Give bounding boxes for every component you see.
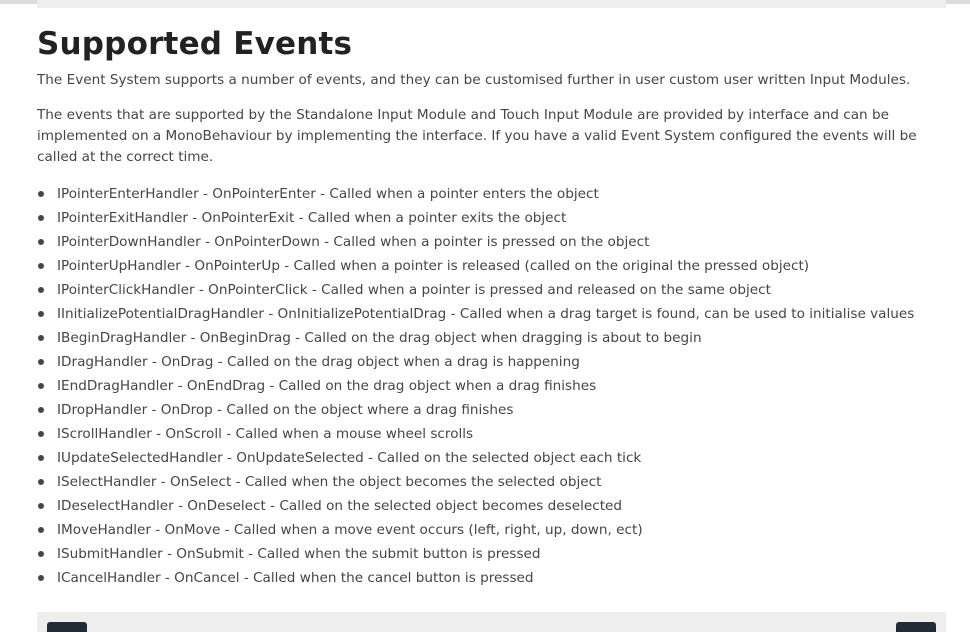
bullet-icon [38, 479, 44, 485]
previous-section-bar [37, 0, 946, 8]
event-description: IScrollHandler - OnScroll - Called when a mouse wheel scrolls [57, 426, 474, 442]
list-item [37, 494, 946, 518]
list-item [37, 230, 946, 254]
bullet-icon [38, 455, 44, 461]
bullet-icon [38, 215, 44, 221]
list-item [37, 350, 946, 374]
bullet-icon [38, 335, 44, 341]
list-item [37, 470, 946, 494]
event-description: IPointerEnterHandler - OnPointerEnter - Called when a pointer enters the object [57, 186, 599, 202]
list-item [37, 422, 946, 446]
event-description: IPointerExitHandler - OnPointerExit - Called when a pointer exits the object [57, 210, 567, 226]
event-description: ICancelHandler - OnCancel - Called when the cancel button is pressed [57, 570, 534, 586]
event-description: IDragHandler - OnDrag - Called on the drag object when a drag is happening [57, 354, 580, 370]
event-description: IPointerDownHandler - OnPointerDown - Called when a pointer is pressed on the object [57, 234, 650, 250]
event-description: IUpdateSelectedHandler - OnUpdateSelected - Called on the selected object each tick [57, 450, 642, 466]
bullet-icon [38, 527, 44, 533]
bullet-icon [38, 407, 44, 413]
list-item [37, 254, 946, 278]
event-description: IDropHandler - OnDrop - Called on the object where a drag finishes [57, 402, 514, 418]
detail-paragraph: The events that are supported by the Standalone Input Module and Touch Input Module are provided by interface and can be implemented on a MonoBehaviour by implementing the interface. If you have a valid Event System configured the events will be called at the correct time. [37, 107, 917, 165]
event-description: IInitializePotentialDragHandler - OnInitializePotentialDrag - Called when a drag target is found, can be used to initialise values [57, 306, 915, 322]
event-description: IDeselectHandler - OnDeselect - Called on the selected object becomes deselected [57, 498, 623, 514]
event-description: ISubmitHandler - OnSubmit - Called when the submit button is pressed [57, 546, 541, 562]
bullet-icon [38, 359, 44, 365]
event-description: IEndDragHandler - OnEndDrag - Called on the drag object when a drag finishes [57, 378, 597, 394]
bullet-icon [38, 575, 44, 581]
list-item [37, 182, 946, 206]
list-item [37, 326, 946, 350]
previous-page-button[interactable] [47, 622, 87, 632]
list-item [37, 446, 946, 470]
bullet-icon [38, 551, 44, 557]
bullet-icon [38, 311, 44, 317]
event-description: IBeginDragHandler - OnBeginDrag - Called on the drag object when dragging is about to begin [57, 330, 702, 346]
bullet-icon [38, 191, 44, 197]
list-item [37, 302, 946, 326]
bullet-icon [38, 431, 44, 437]
event-description: ISelectHandler - OnSelect - Called when the object becomes the selected object [57, 474, 602, 490]
bullet-icon [38, 503, 44, 509]
event-description: IMoveHandler - OnMove - Called when a move event occurs (left, right, up, down, ect) [57, 522, 643, 538]
next-page-button[interactable] [896, 622, 936, 632]
event-description: IPointerClickHandler - OnPointerClick - Called when a pointer is pressed and released on the same object [57, 282, 771, 298]
events-list [37, 182, 946, 590]
main-content [37, 24, 946, 590]
bullet-icon [38, 263, 44, 269]
page-navigation-bar [37, 612, 946, 632]
bullet-icon [38, 239, 44, 245]
bullet-icon [38, 287, 44, 293]
list-item [37, 374, 946, 398]
list-item [37, 206, 946, 230]
event-description: IPointerUpHandler - OnPointerUp - Called when a pointer is released (called on the original the pressed object) [57, 258, 810, 274]
list-item [37, 398, 946, 422]
list-item [37, 278, 946, 302]
bullet-icon [38, 383, 44, 389]
list-item [37, 518, 946, 542]
intro-paragraph: The Event System supports a number of events, and they can be customised further in user custom user written Input Modules. [37, 72, 911, 88]
page-title: Supported Events [37, 26, 353, 62]
list-item [37, 566, 946, 590]
list-item [37, 542, 946, 566]
